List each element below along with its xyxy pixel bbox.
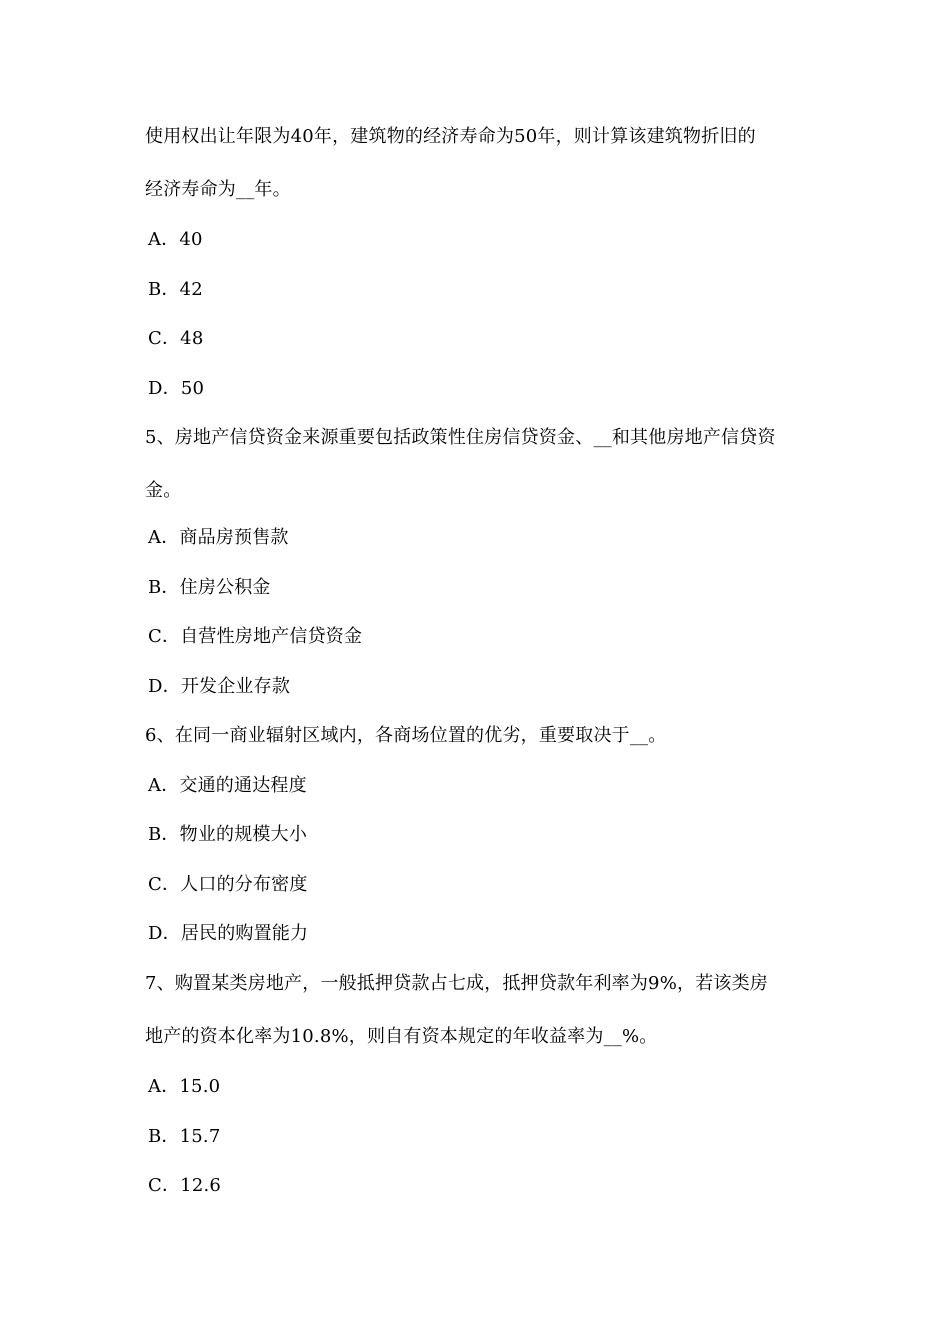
q7-stem-line-1: 7、购置某类房地产，一般抵押贷款占七成，抵押贷款年利率为9%，若该类房 xyxy=(145,973,769,994)
q7-option-a: A．15.0 xyxy=(148,1076,221,1097)
q4-stem-line-2: 经济寿命为__年。 xyxy=(145,179,291,200)
q5-option-c: C．自营性房地产信贷资金 xyxy=(148,626,363,647)
q4-option-a: A．40 xyxy=(148,229,203,250)
q6-option-a: A．交通的通达程度 xyxy=(148,775,307,796)
q4-option-c: C．48 xyxy=(148,328,204,349)
q6-option-d: D．居民的购置能力 xyxy=(148,923,309,944)
q6-stem-line-1: 6、在同一商业辐射区域内，各商场位置的优劣，重要取决于__。 xyxy=(145,725,667,746)
q5-stem-line-1: 5、房地产信贷资金来源重要包括政策性住房信贷资金、__和其他房地产信贷资 xyxy=(145,427,776,448)
q4-option-b: B．42 xyxy=(148,279,203,300)
q6-option-c: C．人口的分布密度 xyxy=(148,874,308,895)
q7-option-c: C．12.6 xyxy=(148,1175,222,1196)
q4-option-d: D．50 xyxy=(148,378,205,399)
q7-stem-line-2: 地产的资本化率为10.8%，则自有资本规定的年收益率为__%。 xyxy=(145,1026,658,1047)
q5-option-b: B．住房公积金 xyxy=(148,577,271,598)
q5-option-d: D．开发企业存款 xyxy=(148,676,291,697)
q7-option-b: B．15.7 xyxy=(148,1126,221,1147)
q4-stem-line-1: 使用权出让年限为40年，建筑物的经济寿命为50年，则计算该建筑物折旧的 xyxy=(145,126,756,147)
q6-option-b: B．物业的规模大小 xyxy=(148,824,308,845)
q5-stem-line-2: 金。 xyxy=(145,480,182,501)
q5-option-a: A．商品房预售款 xyxy=(148,527,289,548)
